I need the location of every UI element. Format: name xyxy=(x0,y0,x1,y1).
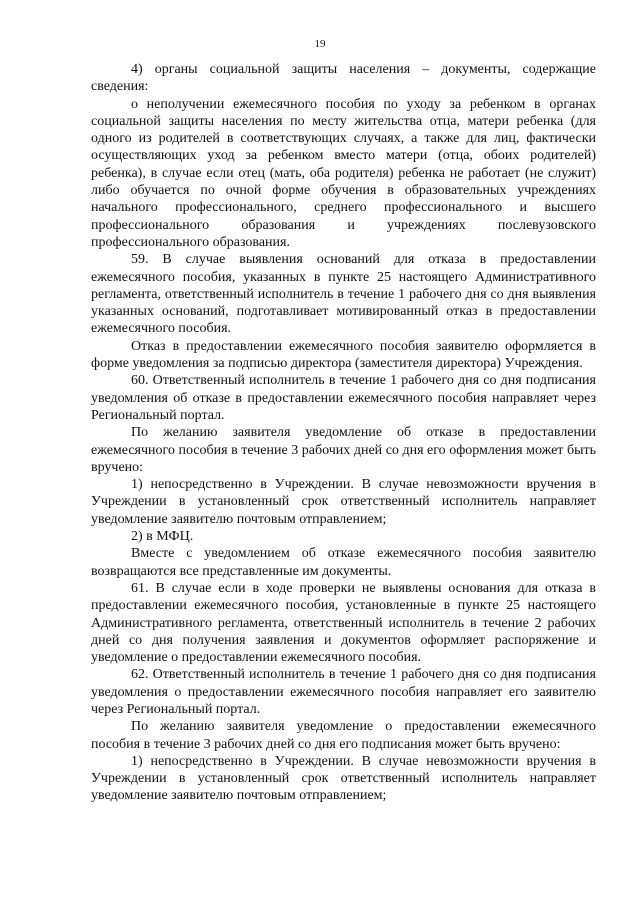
paragraph-documents-return: Вместе с уведомлением об отказе ежемесячного пособия заявителю возвращаются все представленные им документы. xyxy=(91,546,596,579)
paragraph-clause-62: 62. Ответственный исполнитель в течение 1 рабочего дня со дня подписания уведомления о предоставлении ежемесячного пособия направляет его заявителю через Региональный портал. xyxy=(91,667,596,717)
paragraph-refusal-form: Отказ в предоставлении ежемесячного пособия заявителю оформляется в форме уведомления за подписью директора (заместителя директора) Учреждения. xyxy=(91,338,596,372)
paragraph-clause-61: 61. В случае если в ходе проверки не выявлены основания для отказа в предоставлении ежемесячного пособия, установленные в пункте 25 настоящего Административного регламента, ответственный исполнитель в течение 2 рабочих дней со дня получения заявления и документов оформляет распоряжение и уведомление о предоставлении ежемесячного пособия. xyxy=(91,580,596,666)
document-body xyxy=(91,61,596,805)
paragraph-refusal-delivery: По желанию заявителя уведомление об отказе в предоставлении ежемесячного пособия в течение 3 рабочих дней со дня его оформления может быть вручено: xyxy=(91,425,596,475)
page-number: 19 xyxy=(314,38,326,50)
paragraph-item-4: 4) органы социальной защиты населения – документы, содержащие сведения: xyxy=(91,62,596,95)
paragraph-delivery-option-2: 2) в МФЦ. xyxy=(131,529,194,545)
paragraph-item-4-details: о неполучении ежемесячного пособия по уходу за ребенком в органах социальной защиты населения по месту жительства отца, матери ребенка (для одного из родителей в соответствующих случаях, а также для лиц, фактически осуществляющих уход за ребенком вместо матери (отца, обоих родителей) ребенка), в случае если отец (мать, оба родителя) ребенка не работает (не служит) либо обучается по очной форме обучения в образовательных учреждениях начального профессионального, среднего профессионального и высшего профессионального образования и учреждениях послевузовского профессионального образования. xyxy=(91,96,596,250)
paragraph-clause-59: 59. В случае выявления оснований для отказа в предоставлении ежемесячного пособия, указанных в пункте 25 настоящего Административного регламента, ответственный исполнитель в течение 1 рабочего дня со дня выявления указанных оснований, подготавливает мотивированный отказ в предоставлении ежемесячного пособия. xyxy=(91,252,596,337)
paragraph-clause-60: 60. Ответственный исполнитель в течение 1 рабочего дня со дня подписания уведомления об отказе в предоставлении ежемесячного пособия направляет через Региональный портал. xyxy=(91,373,596,423)
paragraph-grant-delivery-option-1: 1) непосредственно в Учреждении. В случае невозможности вручения в Учреждении в установленный срок ответственный исполнитель направляет уведомление заявителю почтовым отправлением; xyxy=(91,753,596,804)
paragraph-grant-delivery: По желанию заявителя уведомление о предоставлении ежемесячного пособия в течение 3 рабочих дней со дня его подписания может быть вручено: xyxy=(91,719,596,752)
paragraph-delivery-option-1: 1) непосредственно в Учреждении. В случае невозможности вручения в Учреждении в установленный срок ответственный исполнитель направляет уведомление заявителю почтовым отправлением; xyxy=(91,477,596,527)
